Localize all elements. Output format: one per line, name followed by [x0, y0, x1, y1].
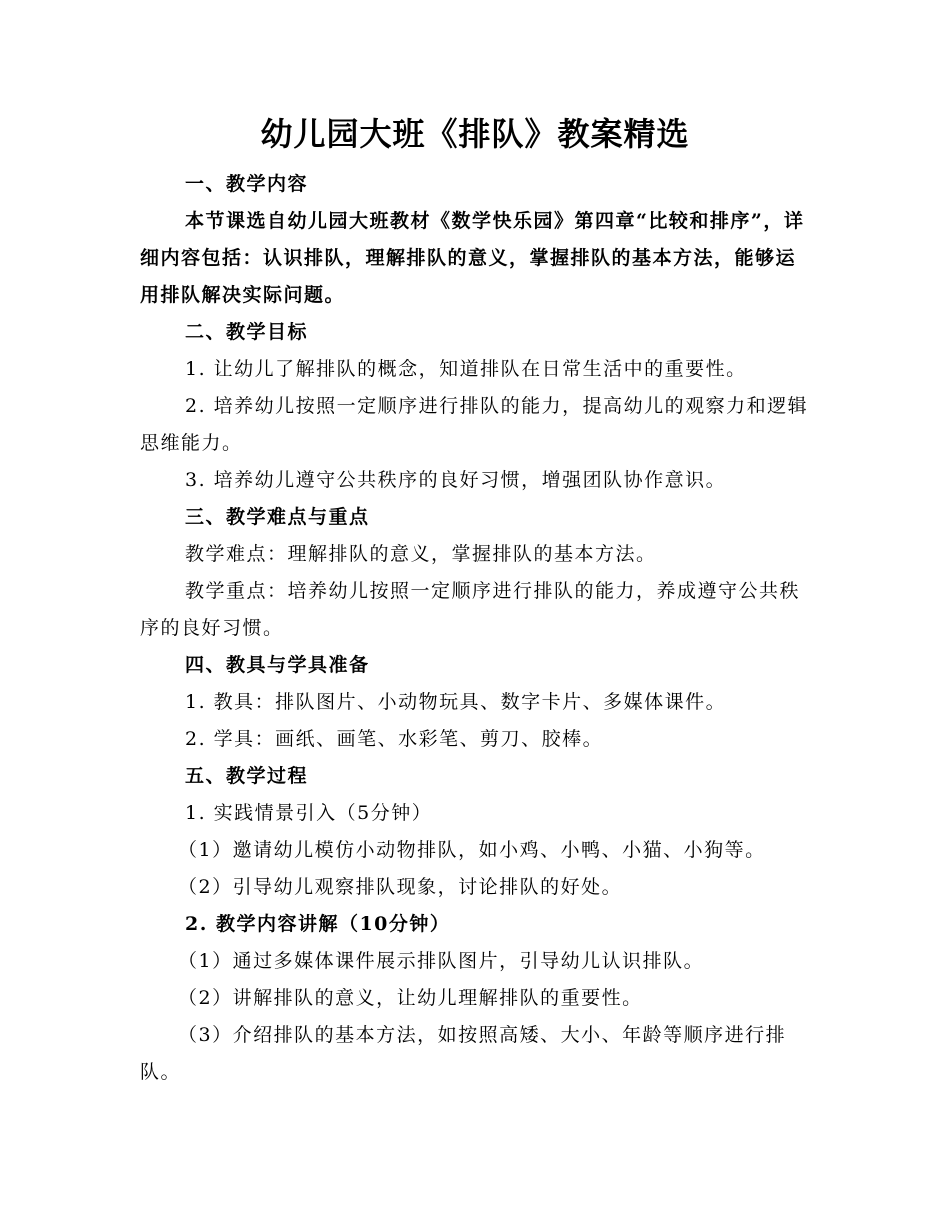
paragraph: 1. 教具：排队图片、小动物玩具、数字卡片、多媒体课件。 [185, 691, 727, 713]
paragraph: （3）介绍排队的基本方法，如按照高矮、大小、年龄等顺序进行排队。 [140, 1024, 787, 1083]
paragraph: （2）讲解排队的意义，让幼儿理解排队的重要性。 [178, 987, 643, 1009]
section-heading: 五、教学过程 [185, 765, 309, 787]
document-body [140, 166, 810, 1091]
paragraph: （1）通过多媒体课件展示排队图片，引导幼儿认识排队。 [178, 950, 705, 972]
paragraph: 本节课选自幼儿园大班教材《数学快乐园》第四章“比较和排序”，详细内容包括：认识排队，理解排队的意义，掌握排队的基本方法，能够运用排队解决实际问题。 [140, 210, 805, 306]
paragraph: （2）引导幼儿观察排队现象，讨论排队的好处。 [178, 876, 623, 898]
paragraph: 2. 学具：画纸、画笔、水彩笔、剪刀、胶棒。 [185, 728, 604, 750]
section-heading: 一、教学内容 [185, 173, 309, 195]
paragraph: （1）邀请幼儿模仿小动物排队，如小鸡、小鸭、小猫、小狗等。 [178, 839, 766, 861]
paragraph: 3. 培养幼儿遵守公共秩序的良好习惯，增强团队协作意识。 [185, 469, 727, 491]
paragraph: 2. 培养幼儿按照一定顺序进行排队的能力，提高幼儿的观察力和逻辑思维能力。 [140, 395, 809, 454]
section-heading: 2. 教学内容讲解（10分钟） [185, 913, 451, 935]
paragraph: 教学难点：理解排队的意义，掌握排队的基本方法。 [185, 543, 657, 565]
section-heading: 四、教具与学具准备 [185, 654, 370, 676]
document-title: 幼儿园大班《排队》教案精选 [260, 115, 690, 153]
paragraph: 教学重点：培养幼儿按照一定顺序进行排队的能力，养成遵守公共秩序的良好习惯。 [140, 580, 801, 639]
paragraph: 1. 让幼儿了解排队的概念，知道排队在日常生活中的重要性。 [185, 358, 747, 380]
section-heading: 二、教学目标 [185, 321, 309, 343]
paragraph: 1. 实践情景引入（5分钟） [185, 802, 433, 824]
section-heading: 三、教学难点与重点 [185, 506, 370, 528]
